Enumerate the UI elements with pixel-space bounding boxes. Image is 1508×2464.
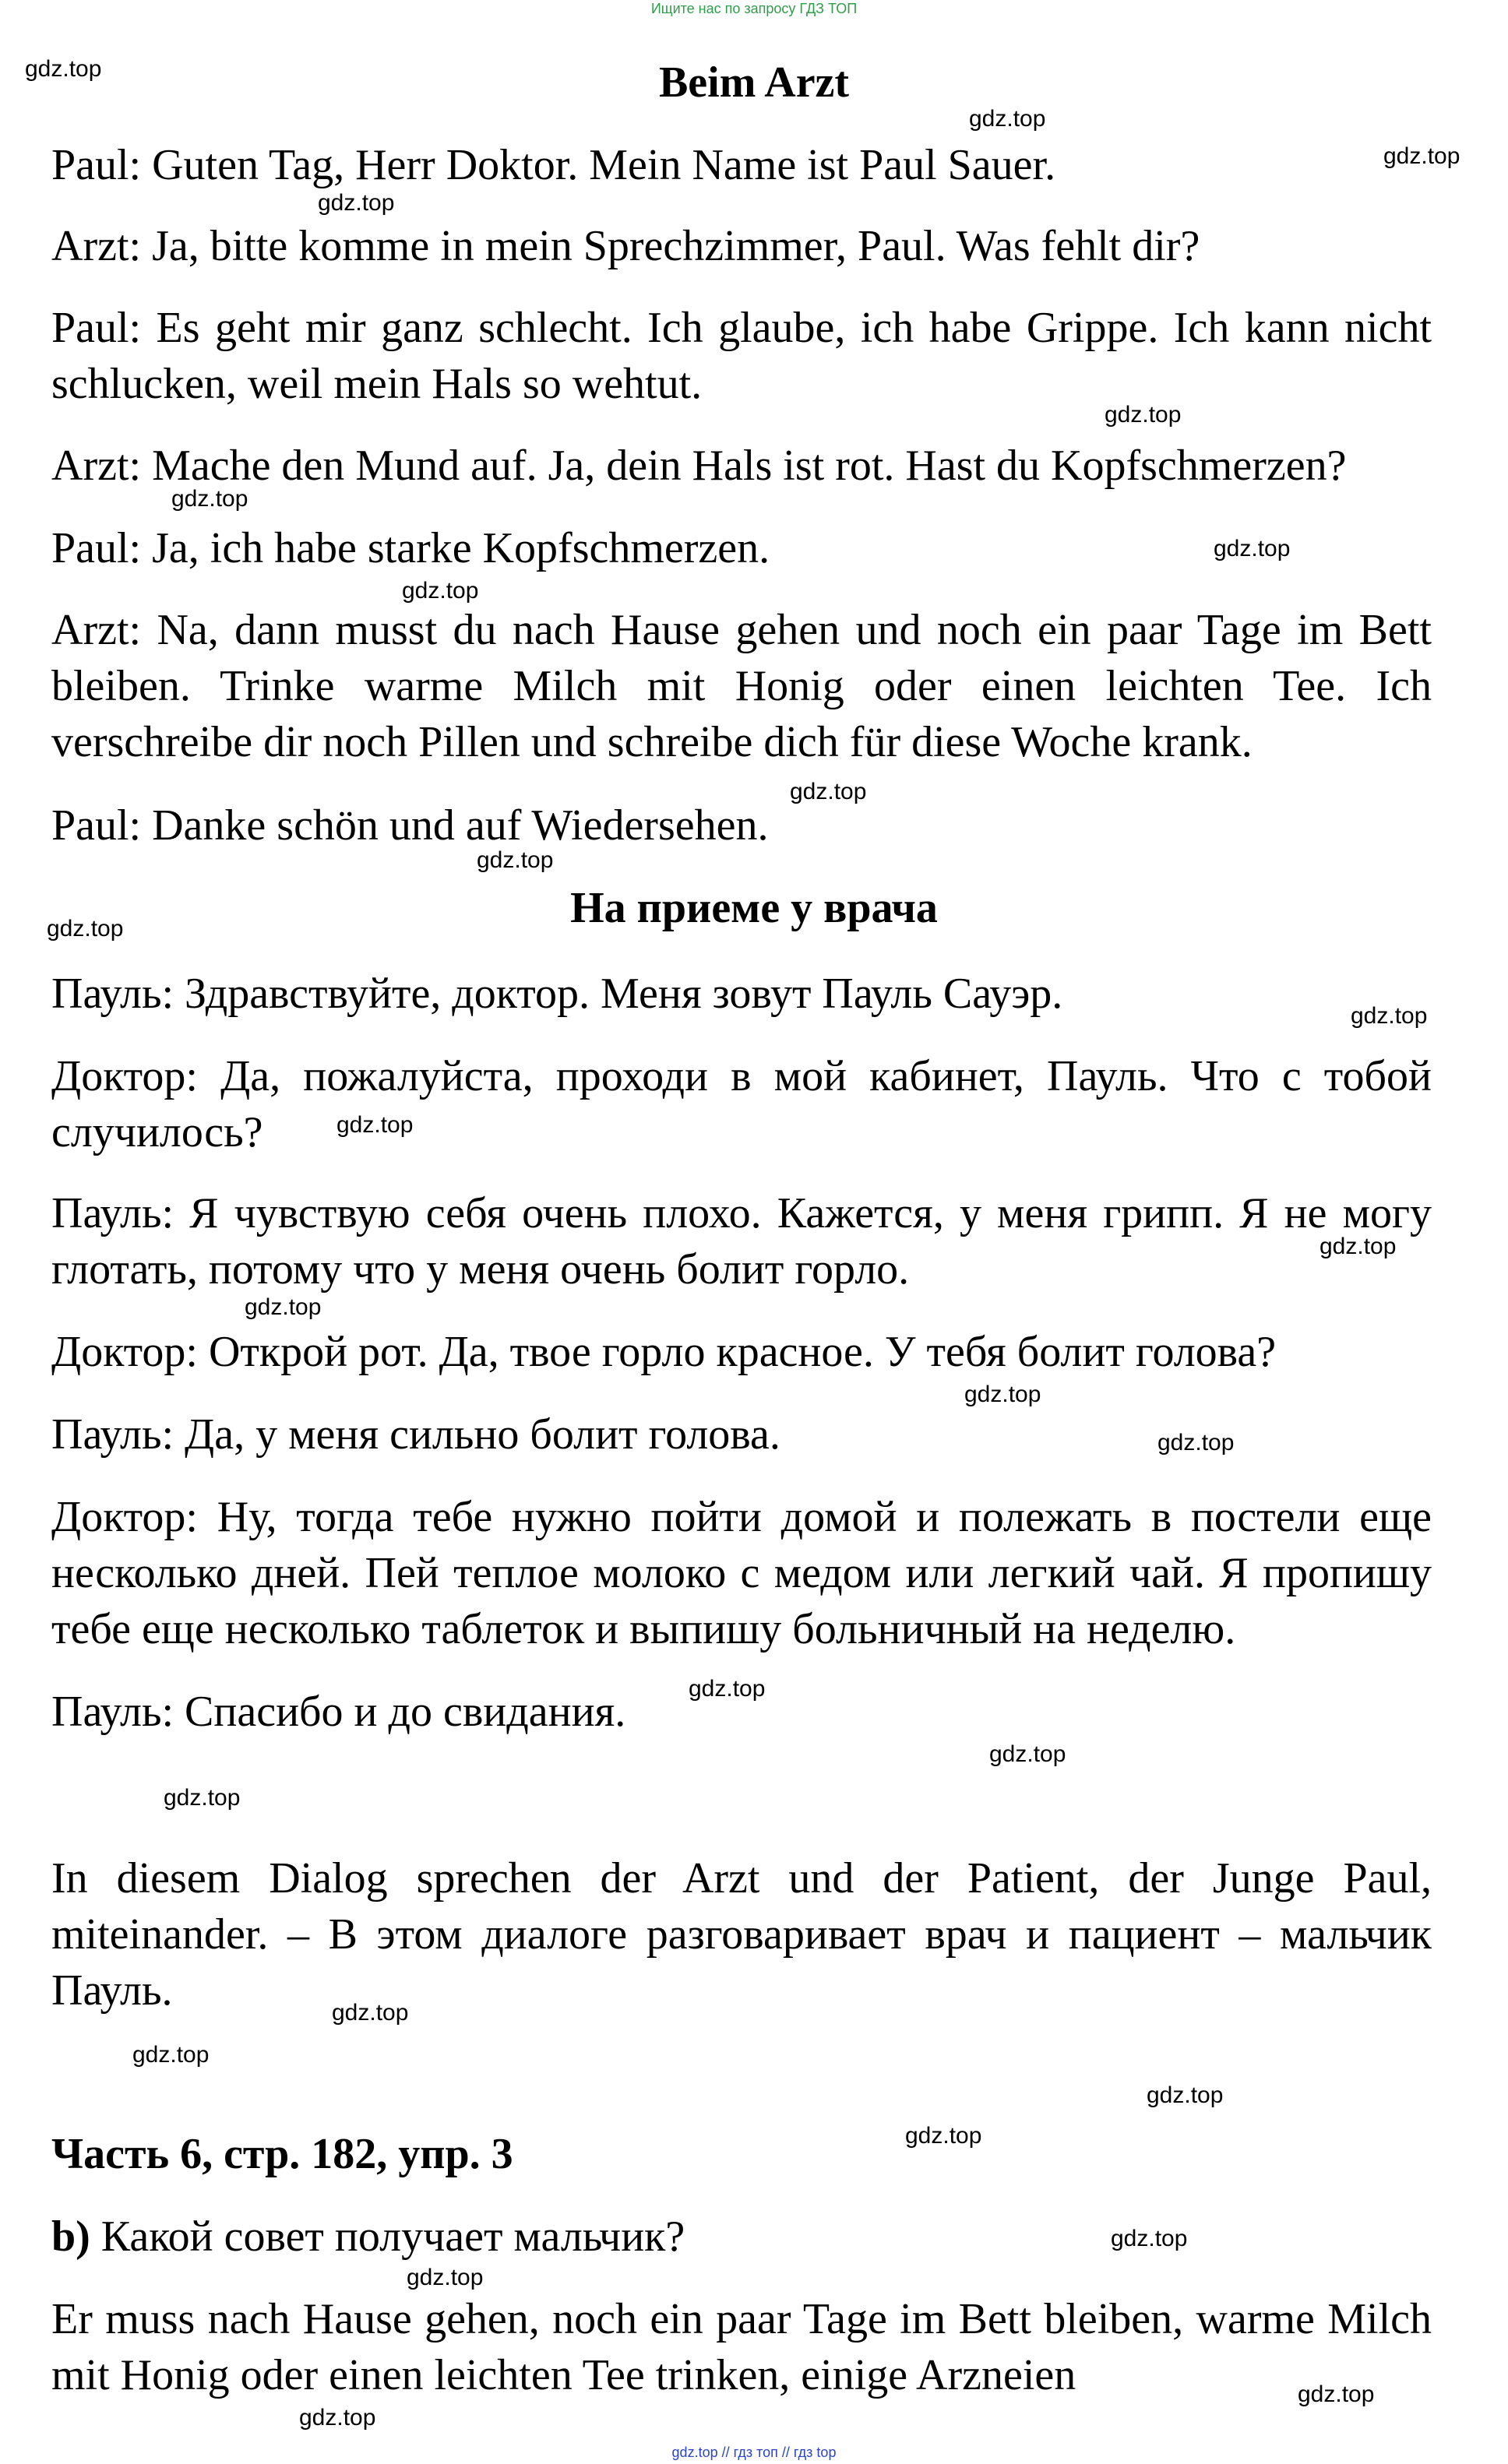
watermark: gdz.top: [299, 2405, 376, 2431]
watermark: gdz.top: [969, 106, 1046, 132]
russian-line-6: Доктор: Ну, тогда тебе нужно пойти домой и полежать в постели еще несколько дней. Пей теплое молоко с медом или легкий чай. Я пропишу тебе еще несколько таблеток и выпишу больничный на неделю.: [51, 1493, 1432, 1653]
top-banner[interactable]: Ищите нас по запросу ГДЗ ТОП: [650, 1, 858, 16]
watermark: gdz.top: [905, 2123, 982, 2149]
german-title: Beim Arzt: [658, 58, 850, 107]
german-line-5: Paul: Ja, ich habe starke Kopfschmerzen.: [51, 524, 770, 572]
watermark: gdz.top: [407, 2265, 484, 2290]
watermark: gdz.top: [332, 2000, 409, 2026]
watermark: gdz.top: [1214, 536, 1291, 561]
watermark: gdz.top: [25, 56, 102, 82]
question-label: b): [51, 2212, 90, 2261]
german-line-1: Paul: Guten Tag, Herr Doktor. Mein Name ist Paul Sauer.: [51, 141, 1056, 189]
watermark: gdz.top: [336, 1112, 414, 1138]
watermark: gdz.top: [1298, 2381, 1375, 2407]
russian-line-3: Пауль: Я чувствую себя очень плохо. Кажется, у меня грипп. Я не могу глотать, потому что у меня очень болит горло.: [51, 1189, 1432, 1294]
watermark: gdz.top: [1320, 1234, 1397, 1259]
russian-title: На приеме у врача: [570, 884, 938, 932]
watermark: gdz.top: [47, 916, 124, 942]
german-line-4: Arzt: Mache den Mund auf. Ja, dein Hals ist rot. Hast du Kopfschmerzen?: [51, 442, 1347, 490]
watermark: gdz.top: [1383, 143, 1460, 169]
russian-line-7: Пауль: Спасибо и до свидания.: [51, 1688, 626, 1736]
section-heading: Часть 6, стр. 182, упр. 3: [51, 2130, 513, 2178]
watermark: gdz.top: [1351, 1003, 1428, 1029]
german-line-6: Arzt: Na, dann musst du nach Hause gehen und noch ein paar Tage im Bett bleiben. Trinke warme Milch mit Honig oder einen leichten Tee. Ich verschreibe dir noch Pillen und schreibe dich für diese Woche krank.: [51, 606, 1432, 766]
summary-paragraph: In diesem Dialog sprechen der Arzt und der Patient, der Junge Paul, miteinander. – В этом диалоге разговаривает врач и пациент – мальчик Пауль.: [51, 1854, 1432, 2015]
answer-paragraph: Er muss nach Hause gehen, noch ein paar Tage im Bett bleiben, warme Milch mit Honig oder einen leichten Tee trinken, einige Arzneien: [51, 2295, 1432, 2399]
watermark: gdz.top: [318, 190, 395, 216]
russian-line-5: Пауль: Да, у меня сильно болит голова.: [51, 1410, 780, 1459]
watermark: gdz.top: [790, 779, 867, 804]
watermark: gdz.top: [1105, 402, 1182, 428]
watermark: gdz.top: [477, 847, 554, 873]
watermark: gdz.top: [171, 486, 248, 512]
watermark: gdz.top: [1147, 2082, 1224, 2108]
watermark: gdz.top: [689, 1676, 766, 1702]
watermark: gdz.top: [132, 2042, 210, 2068]
german-line-3: Paul: Es geht mir ganz schlecht. Ich glaube, ich habe Grippe. Ich kann nicht schlucken, weil mein Hals so wehtut.: [51, 304, 1432, 408]
watermark: gdz.top: [402, 578, 479, 604]
bottom-banner[interactable]: gdz.top // гдз топ // гдз top: [671, 2445, 837, 2460]
watermark: gdz.top: [1157, 1430, 1235, 1456]
german-line-7: Paul: Danke schön und auf Wiedersehen.: [51, 801, 769, 850]
watermark: gdz.top: [964, 1382, 1041, 1407]
watermark: gdz.top: [164, 1785, 241, 1811]
watermark: gdz.top: [245, 1294, 322, 1320]
german-line-2: Arzt: Ja, bitte komme in mein Sprechzimmer, Paul. Was fehlt dir?: [51, 222, 1200, 270]
watermark: gdz.top: [989, 1741, 1066, 1767]
russian-line-1: Пауль: Здравствуйте, доктор. Меня зовут Пауль Сауэр.: [51, 970, 1063, 1018]
watermark: gdz.top: [1111, 2226, 1188, 2251]
russian-line-2: Доктор: Да, пожалуйста, проходи в мой кабинет, Пауль. Что с тобой случилось?: [51, 1052, 1432, 1156]
question-text: Какой совет получает мальчик?: [90, 2212, 685, 2261]
question: [51, 2209, 1432, 2265]
russian-line-4: Доктор: Открой рот. Да, твое горло красное. У тебя болит голова?: [51, 1328, 1277, 1376]
